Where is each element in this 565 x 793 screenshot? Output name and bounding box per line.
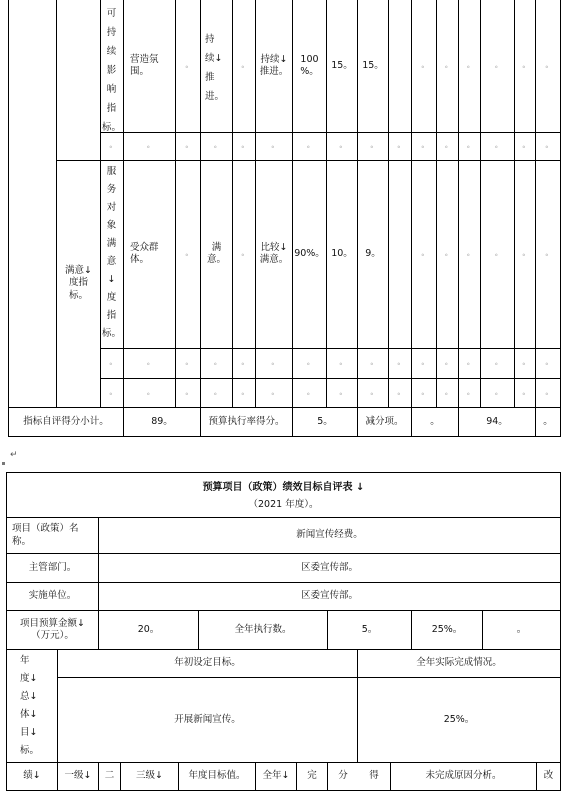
empty-cell-mark: 。 xyxy=(307,358,314,366)
empty-cell-mark: 。 xyxy=(185,358,193,366)
left-margin-tick xyxy=(2,462,5,465)
empty-cell-mark: 。 xyxy=(445,61,452,69)
implementing-unit-label: 实施单位。 xyxy=(28,590,77,602)
form-year: （2021 年度）。 xyxy=(248,498,319,510)
empty-cell-mark: 。 xyxy=(522,249,530,257)
supervising-dept-value: 区委宣传部。 xyxy=(300,561,358,573)
empty-cell-mark: 。 xyxy=(522,141,530,149)
header-annual-target: 年度目标值。 xyxy=(188,770,246,782)
satisfaction-pct: 90%。 xyxy=(294,247,325,259)
supervising-dept-label: 主管部门。 xyxy=(28,561,77,573)
header-level3: 三级↓ xyxy=(136,770,163,782)
annual-exec-extra: 。 xyxy=(516,623,527,635)
implementing-unit-value: 区委宣传部。 xyxy=(300,590,358,602)
deduction-value: 。 xyxy=(430,415,440,427)
header-score: 得 xyxy=(369,770,379,782)
empty-cell-mark: 。 xyxy=(421,249,429,257)
initial-goal-value: 开展新闻宣传。 xyxy=(174,713,241,725)
annual-exec-value: 5。 xyxy=(361,623,378,635)
empty-cell-mark: 。 xyxy=(495,358,502,366)
initial-goal-label: 年初设定目标。 xyxy=(174,657,241,669)
empty-cell-mark: 。 xyxy=(241,358,249,366)
empty-cell-mark: 。 xyxy=(495,249,502,257)
total-score-value: 94。 xyxy=(486,415,508,427)
empty-cell-mark: 。 xyxy=(421,358,429,366)
empty-cell-mark: 。 xyxy=(307,141,314,149)
empty-cell-mark: 。 xyxy=(421,387,429,396)
empty-cell-mark: 。 xyxy=(495,141,502,149)
paragraph-mark: ↵ xyxy=(10,450,18,460)
empty-cell-mark: 。 xyxy=(545,61,553,69)
empty-cell-mark: 。 xyxy=(445,387,452,396)
budget-exec-score-value: 5。 xyxy=(317,415,333,427)
sustain-col4: 持 续↓ 推 进。 xyxy=(205,34,225,102)
empty-cell-mark: 。 xyxy=(370,358,378,366)
empty-cell-mark: 。 xyxy=(185,61,193,69)
project-name-label: 项目（政策）名 称。 xyxy=(12,523,79,547)
empty-cell-mark: 。 xyxy=(241,387,249,396)
empty-cell-mark: 。 xyxy=(241,249,249,257)
empty-cell-mark: 。 xyxy=(339,358,347,366)
empty-cell-mark: 。 xyxy=(271,358,279,366)
empty-cell-mark: 。 xyxy=(185,141,193,149)
actual-completion-label: 全年实际完成情况。 xyxy=(416,657,502,669)
empty-cell-mark: 。 xyxy=(421,61,429,69)
empty-cell-mark: 。 xyxy=(271,141,279,149)
empty-cell-mark: 。 xyxy=(522,61,530,69)
category-satisfaction: 满意↓ 度指 标。 xyxy=(65,264,92,301)
empty-cell-mark: 。 xyxy=(370,141,378,149)
annual-overall-goal-label: 年 度↓ 总↓ 体↓ 目↓ 标。 xyxy=(20,655,40,756)
empty-cell-mark: 。 xyxy=(467,358,474,366)
indicator-satisfaction: 服 务 对 象 满 意 ↓ 度 指 标。 xyxy=(101,166,121,339)
empty-cell-mark: 。 xyxy=(241,141,249,149)
empty-cell-mark: 。 xyxy=(545,387,553,396)
empty-cell-mark: 。 xyxy=(545,358,553,366)
self-score-subtotal-value: 89。 xyxy=(151,415,173,427)
empty-cell-mark: 。 xyxy=(147,387,154,396)
satisfaction-col4: 满 意。 xyxy=(206,241,226,265)
header-reason: 未完成原因分析。 xyxy=(425,770,502,782)
empty-cell-mark: 。 xyxy=(467,387,474,396)
empty-cell-mark: 。 xyxy=(495,387,502,396)
subject-atmosphere: 营造氛 围。 xyxy=(130,53,159,77)
satisfaction-weight: 10。 xyxy=(331,247,353,259)
header-full-year: 全年↓ xyxy=(262,770,290,782)
satisfaction-col6: 比较↓ 满意。 xyxy=(259,241,289,265)
empty-cell-mark: 。 xyxy=(339,387,347,396)
header-level1: 一级↓ xyxy=(64,770,92,782)
empty-cell-mark: 。 xyxy=(370,387,378,396)
empty-cell-mark: 。 xyxy=(545,249,553,257)
empty-cell-mark: 。 xyxy=(241,61,249,69)
sustain-pct: 100 %。 xyxy=(300,53,319,77)
empty-cell-mark: 。 xyxy=(467,141,474,149)
empty-cell-mark: 。 xyxy=(109,358,117,366)
empty-cell-mark: 。 xyxy=(147,141,154,149)
empty-cell-mark: 。 xyxy=(522,387,530,396)
satisfaction-score: 9。 xyxy=(365,247,381,259)
empty-cell-mark: 。 xyxy=(185,249,193,257)
empty-cell-mark: 。 xyxy=(445,249,452,257)
sustain-col6: 持续↓ 推进。 xyxy=(259,53,289,77)
budget-exec-score-label: 预算执行率得分。 xyxy=(208,415,285,427)
actual-completion-value: 25%。 xyxy=(443,713,475,725)
empty-cell-mark: 。 xyxy=(185,387,193,396)
empty-cell-mark: 。 xyxy=(545,141,553,149)
empty-cell-mark: 。 xyxy=(214,141,221,149)
indicator-sustain: 可 持 续 影 响 指 标。 xyxy=(101,8,121,133)
empty-cell-mark: 。 xyxy=(397,141,405,149)
header-complete: 完 xyxy=(307,770,317,782)
annual-exec-rate: 25%。 xyxy=(431,623,463,635)
header-points: 分 xyxy=(338,770,348,782)
total-extra-cell: 。 xyxy=(543,415,553,427)
empty-cell-mark: 。 xyxy=(421,141,429,149)
empty-cell-mark: 。 xyxy=(109,141,117,149)
header-performance: 绩↓ xyxy=(23,770,41,782)
empty-cell-mark: 。 xyxy=(271,387,279,396)
empty-cell-mark: 。 xyxy=(397,358,405,366)
empty-cell-mark: 。 xyxy=(445,358,452,366)
empty-cell-mark: 。 xyxy=(467,249,474,257)
empty-cell-mark: 。 xyxy=(397,387,405,396)
empty-cell-mark: 。 xyxy=(307,387,314,396)
project-name-value: 新闻宣传经费。 xyxy=(296,529,363,541)
empty-cell-mark: 。 xyxy=(214,387,221,396)
empty-cell-mark: 。 xyxy=(495,61,502,69)
self-score-subtotal-label: 指标自评得分小计。 xyxy=(23,415,109,427)
header-improve: 改 xyxy=(543,770,554,782)
empty-cell-mark: 。 xyxy=(339,141,347,149)
form-title: 预算项目（政策）绩效目标自评表 ↓ xyxy=(202,481,365,493)
annual-exec-label: 全年执行数。 xyxy=(234,623,292,635)
header-level2: 二 xyxy=(104,770,115,782)
budget-amount-value: 20。 xyxy=(137,623,160,635)
empty-cell-mark: 。 xyxy=(522,358,530,366)
sustain-weight: 15。 xyxy=(331,59,353,71)
empty-cell-mark: 。 xyxy=(109,387,117,396)
empty-cell-mark: 。 xyxy=(147,358,154,366)
empty-cell-mark: 。 xyxy=(445,141,452,149)
empty-cell-mark: 。 xyxy=(467,61,474,69)
empty-cell-mark: 。 xyxy=(214,358,221,366)
subject-audience: 受众群 体。 xyxy=(130,241,159,265)
budget-amount-label: 项目预算金额↓ （万元）。 xyxy=(20,617,85,641)
sustain-score: 15。 xyxy=(362,59,384,71)
deduction-label: 减分项。 xyxy=(365,415,404,427)
